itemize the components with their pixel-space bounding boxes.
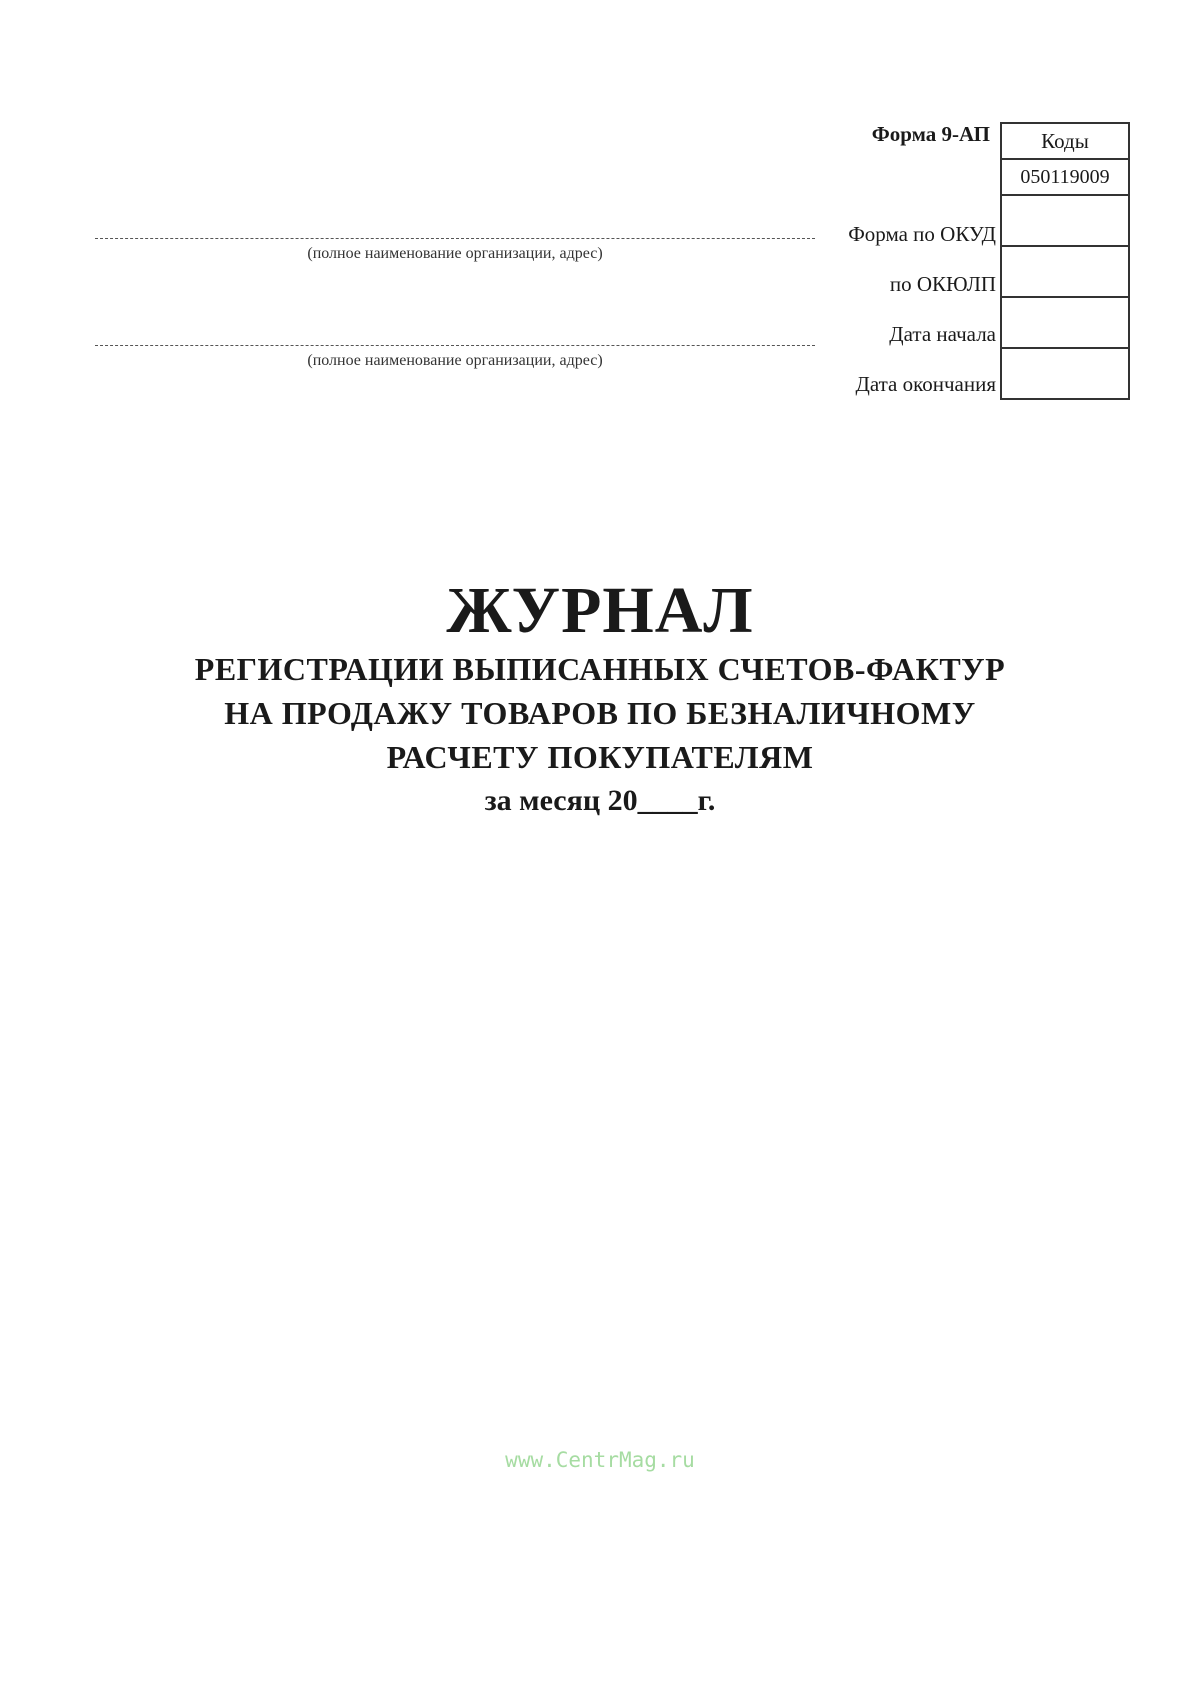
okulp-label: по ОКЮЛП — [889, 272, 996, 296]
journal-period: за месяц 20____г. — [484, 784, 716, 817]
organization-line-1[interactable] — [95, 238, 815, 239]
journal-subtitle-line-2: НА ПРОДАЖУ ТОВАРОВ ПО БЕЗНАЛИЧНОМУ — [224, 695, 976, 731]
okud-label: Форма по ОКУД — [848, 222, 996, 246]
journal-title-block — [100, 575, 1100, 823]
end-date-label: Дата окончания — [855, 372, 996, 396]
codes-table — [1000, 122, 1130, 400]
start-date-label: Дата начала — [889, 322, 996, 346]
form-id: Форма 9-АП — [871, 122, 990, 146]
okulp-field[interactable] — [1001, 246, 1129, 297]
journal-title: ЖУРНАЛ — [446, 574, 754, 647]
watermark: www.CentrMag.ru — [505, 1448, 695, 1472]
okud-code-value: 050119009 — [1001, 159, 1129, 195]
okud-field[interactable] — [1001, 195, 1129, 246]
organization-caption-1: (полное наименование организации, адрес) — [307, 245, 603, 262]
organization-line-2[interactable] — [95, 345, 815, 346]
journal-subtitle-line-3: РАСЧЕТУ ПОКУПАТЕЛЯМ — [386, 739, 814, 775]
end-date-field[interactable] — [1001, 348, 1129, 399]
journal-subtitle-line-1: РЕГИСТРАЦИИ ВЫПИСАННЫХ СЧЕТОВ-ФАКТУР — [194, 651, 1006, 687]
start-date-field[interactable] — [1001, 297, 1129, 348]
organization-caption-2: (полное наименование организации, адрес) — [307, 352, 603, 369]
codes-header: Коды — [1001, 123, 1129, 159]
